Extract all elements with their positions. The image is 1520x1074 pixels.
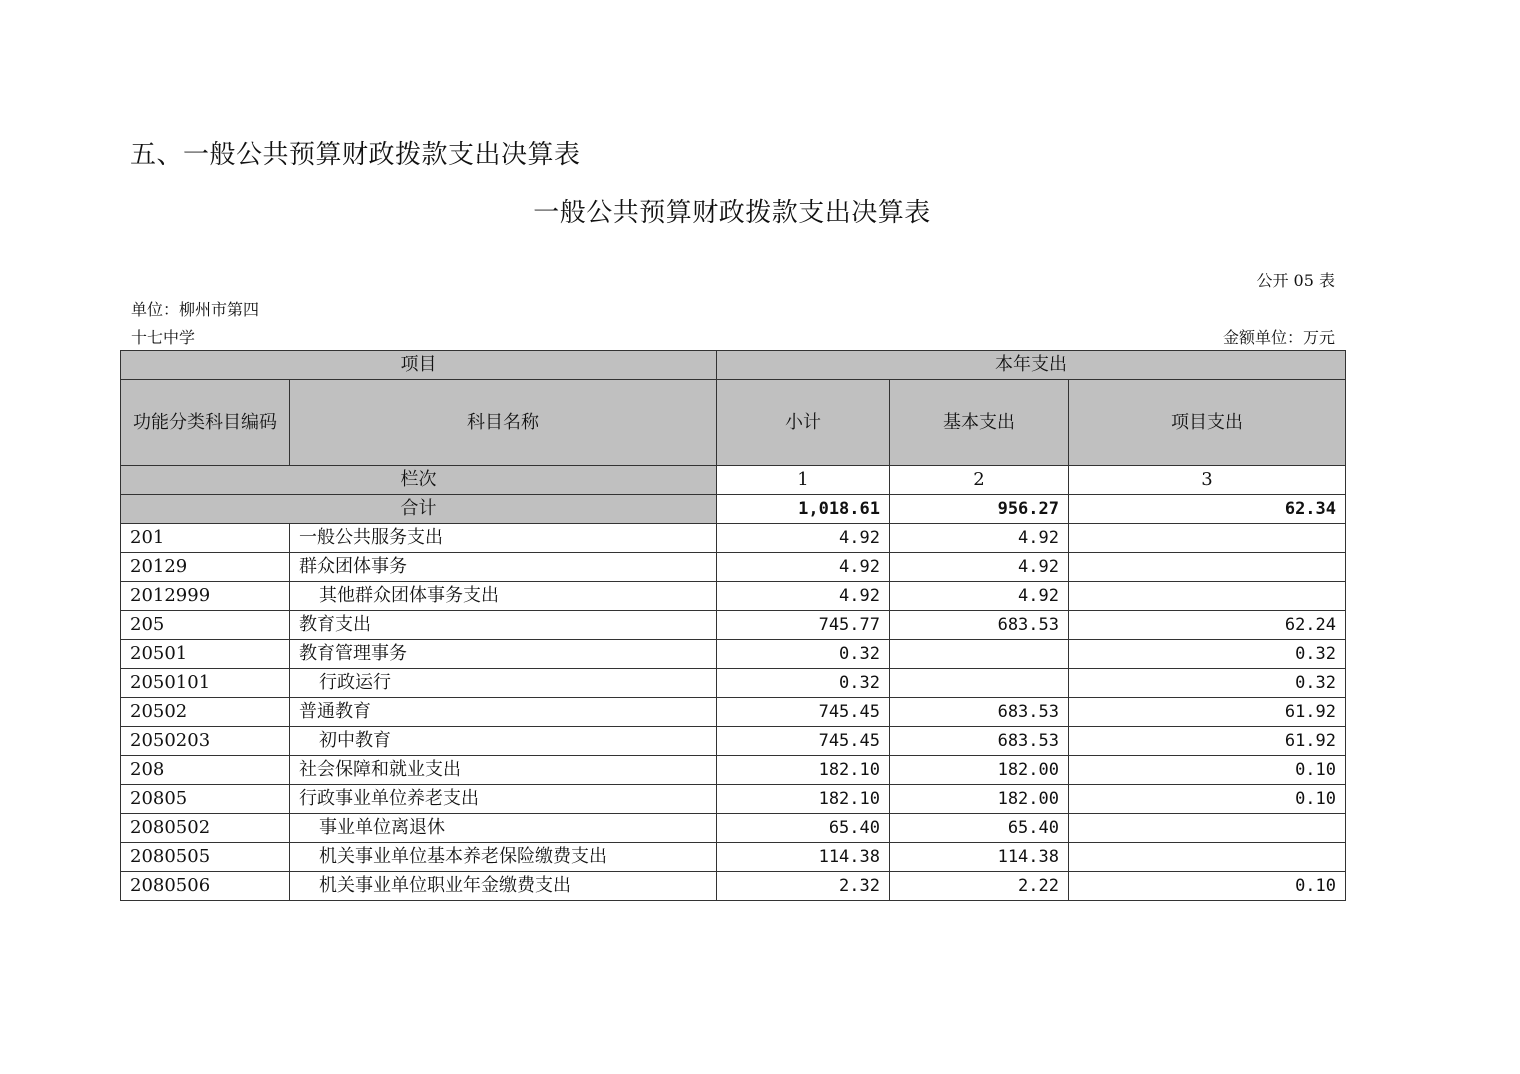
table-row <box>121 698 1346 727</box>
table-title: 一般公共预算财政拨款支出决算表 <box>533 198 931 228</box>
header-subtotal: 小计 <box>717 380 890 466</box>
amount-unit-label: 金额单位：万元 <box>1222 328 1335 347</box>
column-index-2: 2 <box>890 466 1069 495</box>
header-name: 科目名称 <box>290 380 717 466</box>
row-name: 机关事业单位职业年金缴费支出 <box>290 872 717 901</box>
row-code: 2012999 <box>121 582 290 611</box>
row-project: 62.24 <box>1069 611 1346 640</box>
row-name: 社会保障和就业支出 <box>290 756 717 785</box>
row-code: 20501 <box>121 640 290 669</box>
row-basic: 683.53 <box>890 698 1069 727</box>
column-index-1: 1 <box>717 466 890 495</box>
table-row <box>121 524 1346 553</box>
row-name: 机关事业单位基本养老保险缴费支出 <box>290 843 717 872</box>
row-subtotal: 4.92 <box>717 524 890 553</box>
row-code: 2050203 <box>121 727 290 756</box>
row-name: 事业单位离退休 <box>290 814 717 843</box>
row-subtotal: 182.10 <box>717 785 890 814</box>
row-project <box>1069 553 1346 582</box>
row-code: 2050101 <box>121 669 290 698</box>
row-name: 其他群众团体事务支出 <box>290 582 717 611</box>
row-name: 教育支出 <box>290 611 717 640</box>
table-row <box>121 727 1346 756</box>
row-basic: 114.38 <box>890 843 1069 872</box>
row-basic <box>890 669 1069 698</box>
row-name: 初中教育 <box>290 727 717 756</box>
row-project: 0.32 <box>1069 640 1346 669</box>
row-subtotal: 4.92 <box>717 553 890 582</box>
row-code: 20502 <box>121 698 290 727</box>
row-basic: 4.92 <box>890 582 1069 611</box>
row-basic: 4.92 <box>890 524 1069 553</box>
row-project: 61.92 <box>1069 698 1346 727</box>
row-subtotal: 745.45 <box>717 727 890 756</box>
total-row <box>121 495 1346 524</box>
table-row <box>121 872 1346 901</box>
row-project: 0.32 <box>1069 669 1346 698</box>
table-row <box>121 669 1346 698</box>
row-basic: 65.40 <box>890 814 1069 843</box>
row-code: 2080502 <box>121 814 290 843</box>
row-project <box>1069 524 1346 553</box>
table-row <box>121 814 1346 843</box>
unit-label-line2: 十七中学 <box>131 328 196 347</box>
total-project: 62.34 <box>1069 495 1346 524</box>
row-subtotal: 182.10 <box>717 756 890 785</box>
row-basic: 683.53 <box>890 611 1069 640</box>
header-current-year-expense: 本年支出 <box>717 351 1346 380</box>
expense-table <box>120 350 1346 901</box>
header-row-1 <box>121 351 1346 380</box>
row-name: 行政事业单位养老支出 <box>290 785 717 814</box>
row-project <box>1069 843 1346 872</box>
row-subtotal: 0.32 <box>717 640 890 669</box>
row-basic: 4.92 <box>890 553 1069 582</box>
header-project: 项目支出 <box>1069 380 1346 466</box>
row-basic: 683.53 <box>890 727 1069 756</box>
table-row <box>121 785 1346 814</box>
header-code: 功能分类科目编码 <box>121 380 290 466</box>
row-code: 2080506 <box>121 872 290 901</box>
header-row-2 <box>121 380 1346 466</box>
column-index-row <box>121 466 1346 495</box>
total-basic: 956.27 <box>890 495 1069 524</box>
total-subtotal: 1,018.61 <box>717 495 890 524</box>
row-basic: 182.00 <box>890 785 1069 814</box>
row-subtotal: 0.32 <box>717 669 890 698</box>
row-project <box>1069 582 1346 611</box>
row-code: 20805 <box>121 785 290 814</box>
table-row <box>121 553 1346 582</box>
row-code: 201 <box>121 524 290 553</box>
row-name: 行政运行 <box>290 669 717 698</box>
section-title: 五、一般公共预算财政拨款支出决算表 <box>130 140 581 170</box>
row-project: 0.10 <box>1069 785 1346 814</box>
row-name: 群众团体事务 <box>290 553 717 582</box>
total-label: 合计 <box>121 495 717 524</box>
table-row <box>121 843 1346 872</box>
table-row <box>121 611 1346 640</box>
row-basic: 2.22 <box>890 872 1069 901</box>
row-name: 教育管理事务 <box>290 640 717 669</box>
row-subtotal: 65.40 <box>717 814 890 843</box>
table-row <box>121 756 1346 785</box>
row-project: 0.10 <box>1069 872 1346 901</box>
row-code: 2080505 <box>121 843 290 872</box>
row-code: 208 <box>121 756 290 785</box>
row-subtotal: 4.92 <box>717 582 890 611</box>
row-project: 61.92 <box>1069 727 1346 756</box>
row-subtotal: 745.77 <box>717 611 890 640</box>
row-basic: 182.00 <box>890 756 1069 785</box>
row-subtotal: 114.38 <box>717 843 890 872</box>
row-name: 一般公共服务支出 <box>290 524 717 553</box>
column-index-3: 3 <box>1069 466 1346 495</box>
row-name: 普通教育 <box>290 698 717 727</box>
table-row <box>121 640 1346 669</box>
row-code: 20129 <box>121 553 290 582</box>
row-basic <box>890 640 1069 669</box>
table-row <box>121 582 1346 611</box>
header-item: 项目 <box>121 351 717 380</box>
row-project <box>1069 814 1346 843</box>
row-subtotal: 745.45 <box>717 698 890 727</box>
row-project: 0.10 <box>1069 756 1346 785</box>
row-code: 205 <box>121 611 290 640</box>
row-subtotal: 2.32 <box>717 872 890 901</box>
form-number: 公开 05 表 <box>1256 271 1335 290</box>
header-basic: 基本支出 <box>890 380 1069 466</box>
column-index-label: 栏次 <box>121 466 717 495</box>
unit-label-line1: 单位：柳州市第四 <box>131 300 260 319</box>
